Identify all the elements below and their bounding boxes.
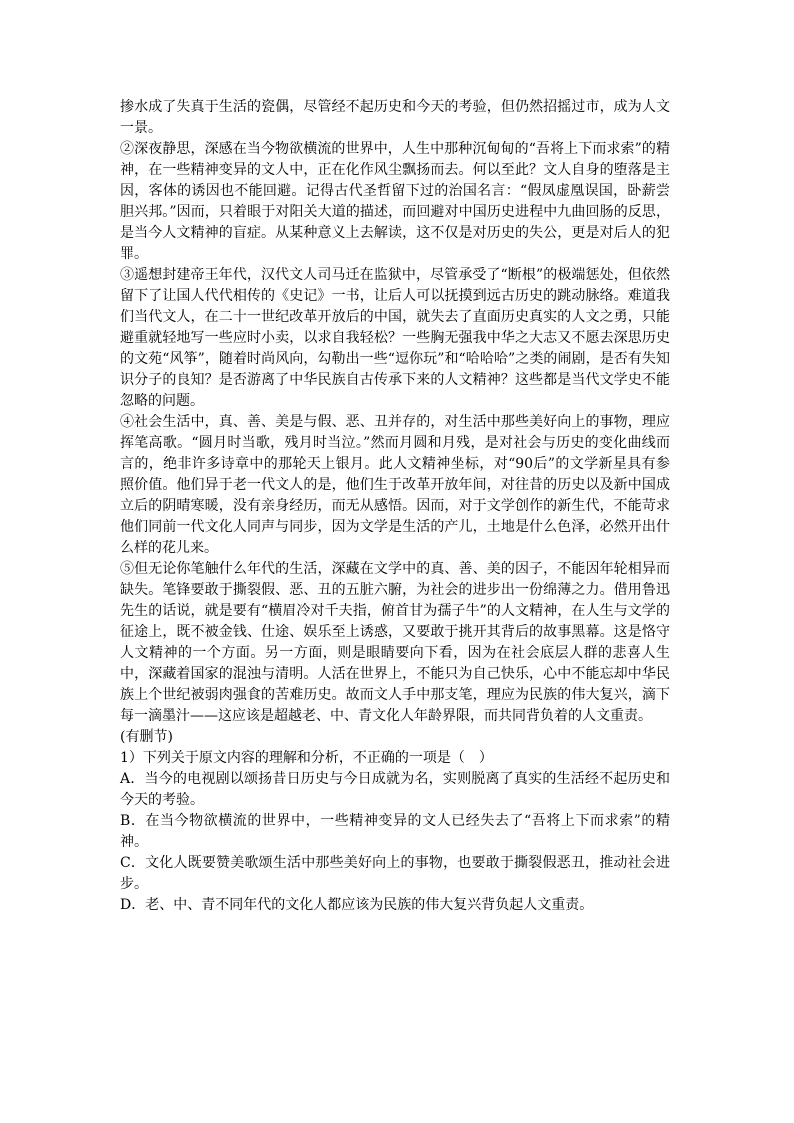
question-stem: 1）下列关于原文内容的理解和分析，不正确的一项是（ ） bbox=[120, 750, 493, 766]
paragraph-3: ③遥想封建帝王年代，汉代文人司马迁在监狱中，尽管承受了“断根”的极端惩处，但依然留下了让国人代代相传的《史记》一书，让后人可以抚摸到远古历史的跳动脉络。难道我们当代文人，在二十一世纪改革开放后的中国，就失去了直面历史真实的人文之勇，只能避重就轻地写一些应时小卖，以求自我轻松？一些胸无强我中华之大志又不愿去深思历史的文苑“风筝”，随着时尚风向，勾勒出一些“逗你玩”和“哈哈哈”之类的闹剧，是否有失知识分子的良知？是否游离了中华民族自古传承下来的人文精神？这些都是当代文学史不能忽略的问题。 bbox=[120, 267, 670, 409]
abridged-note: (有删节) bbox=[120, 729, 173, 745]
paragraph-5: ⑤但无论你笔触什么年代的生活，深藏在文学中的真、善、美的因子，不能因年轮相异而缺失。笔锋要敢于撕裂假、恶、丑的五脏六腑，为社会的进步出一份绵薄之力。借用鲁迅先生的话说，就是要有“横眉冷对千夫指，俯首甘为孺子牛”的人文精神，在人生与文学的征途上，既不被金钱、仕途、娱乐至上诱惑，又要敢于挑开其背后的故事黑幕。这是恪守人文精神的一个方面。另一方面，则是眼睛要向下看，因为在社会底层人群的悲喜人生中，深藏着国家的混浊与清明。人活在世界上，不能只为自己快乐，心中不能忘却中华民族上个世纪被弱肉强食的苦难历史。故而文人手中那支笔，理应为民族的伟大复兴，滴下每一滴墨汁——这应该是超越老、中、青文化人年龄界限，而共同背负着的人文重责。 bbox=[120, 561, 670, 724]
option-d: D．老、中、青不同年代的文化人都应该为民族的伟大复兴背负起人文重责。 bbox=[120, 897, 594, 913]
paragraph-4: ④社会生活中，真、善、美是与假、恶、丑并存的，对生活中那些美好向上的事物，理应挥笔高歌。“圆月时当歌，残月时当泣。”然而月圆和月残，是对社会与历史的变化曲线而言的，绝非许多诗章中的那轮天上银月。此人文精神坐标，对“90后”的文学新星具有参照价值。他们异于老一代文人的是，他们生于改革开放年间，对往昔的历史以及新中国成立后的阴晴寒暖，没有亲身经历，而无从感悟。因而，对于文学创作的新生代，不能苛求他们同前一代文化人同声与同步，因为文学是生活的产儿，土地是什么色泽，必然开出什么样的花儿来。 bbox=[120, 414, 670, 556]
option-b: B．在当今物欲横流的世界中，一些精神变异的文人已经失去了“吾将上下而求索”的精神。 bbox=[120, 813, 670, 850]
document-page bbox=[120, 97, 670, 916]
paragraph-continued: 掺水成了失真于生活的瓷偶，尽管经不起历史和今天的考验，但仍然招摇过市，成为人文一景。 bbox=[120, 99, 670, 136]
paragraph-2: ②深夜静思，深感在当今物欲横流的世界中，人生中那种沉甸甸的“吾将上下而求索”的精神，在一些精神变异的文人中，正在化作风尘飘扬而去。何以至此？文人自身的堕落是主因，客体的诱因也不能回避。记得古代圣哲留下过的治国名言：“假凤虚凰误国，卧薪尝胆兴邦。”因而，只着眼于对阳关大道的描述，而回避对中国历史进程中九曲回肠的反思，是当今人文精神的盲症。从某种意义上去解读，这不仅是对历史的失公，更是对后人的犯罪。 bbox=[120, 141, 670, 262]
option-c: C．文化人既要赞美歌颂生活中那些美好向上的事物，也要敢于撕裂假恶丑，推动社会进步。 bbox=[120, 855, 670, 892]
option-a: A．当今的电视剧以颂扬昔日历史与今日成就为名，实则脱离了真实的生活经不起历史和今天的考验。 bbox=[120, 771, 670, 808]
